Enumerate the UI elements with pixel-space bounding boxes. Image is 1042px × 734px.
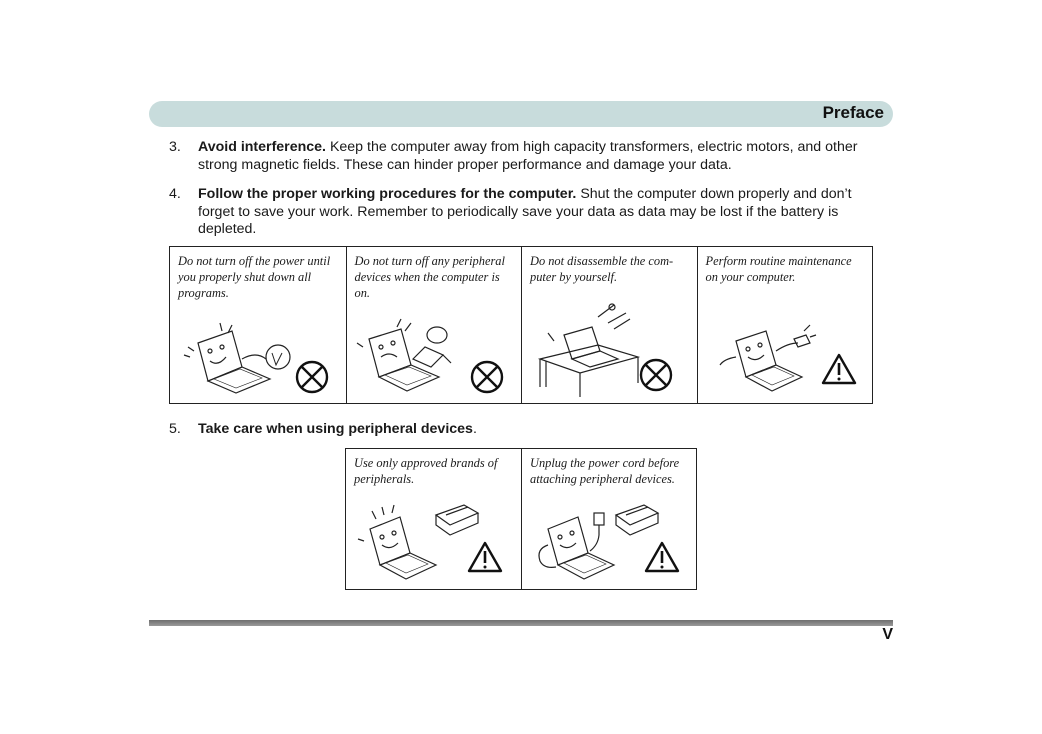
warning-icon: [698, 247, 874, 403]
item-number: 5.: [169, 421, 181, 437]
warning-icon: [522, 449, 698, 589]
item-heading: Avoid interference.: [198, 139, 326, 155]
header-bar: [149, 101, 893, 127]
illustration-table-1: [169, 246, 873, 404]
panel-disassemble: [521, 247, 697, 403]
prohibited-icon: [170, 247, 346, 403]
warning-icon: [346, 449, 522, 589]
list-item: [169, 421, 874, 439]
panel-peripherals-on: [346, 247, 522, 403]
item-body: Shut the computer down properly and don’t forget to save your work. Remember to periodically save your data as data may be lost if the battery is depleted.: [198, 186, 852, 237]
page-number: V: [882, 626, 893, 643]
panel-caption: Do not disassemble the com-puter by yourself.: [530, 254, 674, 284]
item-body: .: [472, 421, 477, 437]
item-text: [198, 186, 874, 239]
panel-unplug-power: [521, 449, 696, 589]
panel-approved-brands: [346, 449, 521, 589]
item-heading: Take care when using peripheral devices: [198, 421, 473, 437]
list-item: [169, 186, 874, 239]
illustration-table-2: [345, 448, 697, 590]
item-text: [198, 421, 874, 439]
panel-caption: Do not turn off any peripheral devices when the computer is on.: [354, 254, 505, 300]
panel-caption: Unplug the power cord before attaching peripheral devices.: [530, 456, 680, 486]
page-title: Preface: [822, 103, 884, 122]
panel-caption: Perform routine maintenance on your computer.: [705, 254, 852, 284]
item-text: [198, 139, 874, 174]
item-heading: Follow the proper working procedures for the computer.: [198, 186, 577, 202]
panel-caption: Do not turn off the power until you properly shut down all programs.: [178, 254, 331, 300]
panel-shutdown: [170, 247, 346, 403]
item-number: 4.: [169, 186, 181, 202]
item-body: Keep the computer away from high capacity transformers, electric motors, and other strong magnetic fields. These can hinder proper performance and damage your data.: [198, 139, 858, 173]
panel-maintenance: [697, 247, 873, 403]
panel-caption: Use only approved brands of peripherals.: [354, 456, 498, 486]
prohibited-icon: [347, 247, 523, 403]
item-number: 3.: [169, 139, 181, 155]
list-item: [169, 139, 874, 174]
footer-divider: [149, 620, 893, 626]
prohibited-icon: [522, 247, 698, 403]
